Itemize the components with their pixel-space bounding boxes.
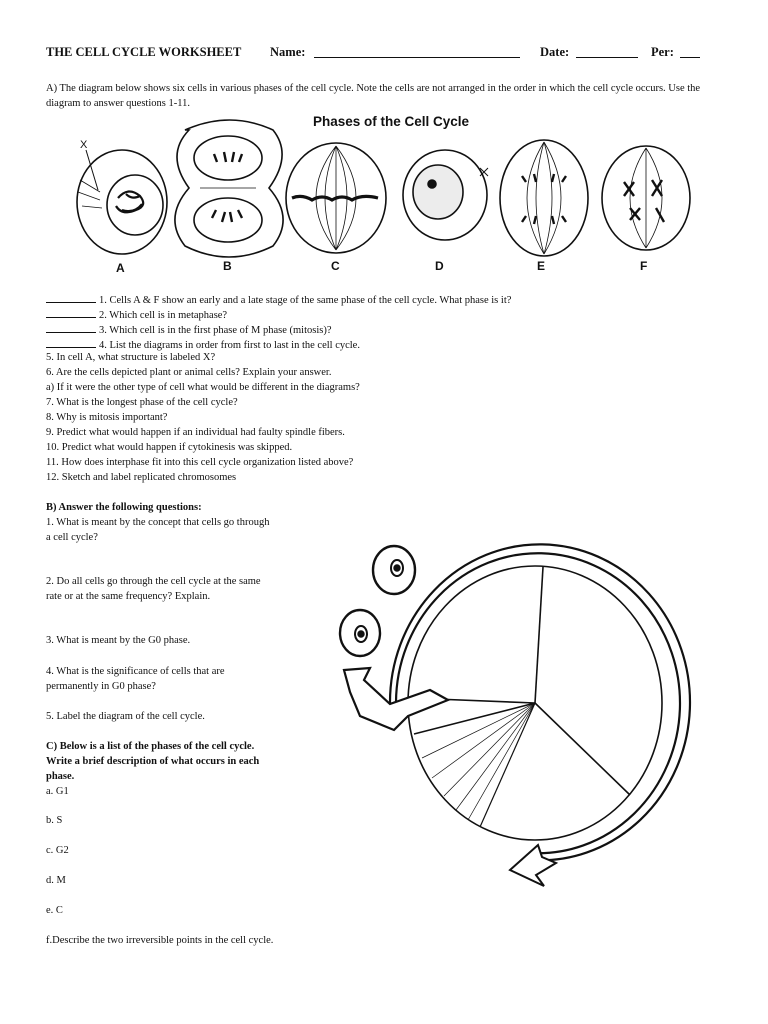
- question-5: 5. In cell A, what structure is labeled X?: [46, 352, 216, 363]
- cell-label-c: C: [331, 259, 340, 273]
- date-label: Date:: [540, 45, 570, 59]
- worksheet-title: THE CELL CYCLE WORKSHEET: [46, 45, 242, 59]
- c-item-g1: a. G1: [46, 786, 69, 797]
- cell-cycle-wheel: [330, 530, 710, 910]
- answer-blank-2[interactable]: [46, 307, 96, 318]
- intro-paragraph: A) The diagram below shows six cells in various phases of the cell cycle. Note the cells are not arranged in the order in which the cell cycle occurs. Use the diagram to answer questions 1-11.: [46, 83, 701, 109]
- cytokinesis-wedge-lines: [422, 703, 535, 820]
- diagram-title: Phases of the Cell Cycle: [313, 114, 470, 129]
- b-question-1-line1: 1. What is meant by the concept that cells go through: [46, 517, 270, 528]
- cell-c: [286, 143, 386, 253]
- cycle-arrow-head: [510, 845, 556, 886]
- worksheet-header: [46, 45, 736, 63]
- b-question-2-line2: rate or at the same frequency? Explain.: [46, 591, 211, 602]
- cell-a: [77, 139, 167, 254]
- question-10: 10. Predict what would happen if cytokinesis was skipped.: [46, 442, 293, 453]
- label-x: X: [80, 139, 88, 151]
- date-field[interactable]: [576, 57, 638, 58]
- name-label: Name:: [270, 45, 306, 59]
- question-6a: a) If it were the other type of cell what would be different in the diagrams?: [46, 382, 360, 393]
- cell-d: [403, 150, 488, 240]
- question-1: 1. Cells A & F show an early and a late stage of the same phase of the cell cycle. What phase is it?: [46, 292, 511, 306]
- question-9: 9. Predict what would happen if an individual had faulty spindle fibers.: [46, 427, 345, 438]
- c-item-g2: c. G2: [46, 845, 69, 856]
- cell-label-f: F: [640, 259, 648, 273]
- g0-cell-lower: [340, 610, 380, 656]
- cell-e: [500, 140, 588, 256]
- cell-label-d: D: [435, 259, 444, 273]
- b-question-3: 3. What is meant by the G0 phase.: [46, 635, 191, 646]
- c-item-irreversible-points: f.Describe the two irreversible points in the cell cycle.: [46, 935, 274, 946]
- b-question-5: 5. Label the diagram of the cell cycle.: [46, 711, 205, 722]
- name-field[interactable]: [314, 57, 520, 58]
- b-question-2-line1: 2. Do all cells go through the cell cycle at the same: [46, 576, 261, 587]
- per-label: Per:: [651, 45, 674, 59]
- section-c-heading-line3: phase.: [46, 771, 75, 782]
- question-3: 3. Which cell is in the first phase of M phase (mitosis)?: [46, 322, 332, 336]
- c-item-s: b. S: [46, 815, 63, 826]
- answer-blank-4[interactable]: [46, 337, 96, 348]
- b-question-4-line2: permanently in G0 phase?: [46, 681, 156, 692]
- cell-f: [602, 146, 690, 250]
- question-6: 6. Are the cells depicted plant or animal cells? Explain your answer.: [46, 367, 332, 378]
- per-field[interactable]: [680, 57, 700, 58]
- cell-label-b: B: [223, 259, 232, 273]
- question-8: 8. Why is mitosis important?: [46, 412, 168, 423]
- question-12: 12. Sketch and label replicated chromosomes: [46, 472, 237, 483]
- question-7: 7. What is the longest phase of the cell cycle?: [46, 397, 238, 408]
- cell-label-a: A: [116, 261, 125, 275]
- question-11: 11. How does interphase fit into this cell cycle organization listed above?: [46, 457, 354, 468]
- answer-blank-1[interactable]: [46, 292, 96, 303]
- b-question-1-line2: a cell cycle?: [46, 532, 98, 543]
- answer-blank-3[interactable]: [46, 322, 96, 333]
- question-2: 2. Which cell is in metaphase?: [46, 307, 227, 321]
- g0-cell-upper: [373, 546, 415, 594]
- section-b-heading: B) Answer the following questions:: [46, 502, 202, 513]
- section-c-heading-line1: C) Below is a list of the phases of the cell cycle.: [46, 741, 255, 752]
- cell-b: [175, 120, 283, 257]
- cell-label-e: E: [537, 259, 546, 273]
- cell-phases-diagram: [60, 110, 720, 280]
- question-4: 4. List the diagrams in order from first to last in the cell cycle.: [46, 337, 360, 351]
- c-item-m: d. M: [46, 875, 66, 886]
- section-c-heading-line2: Write a brief description of what occurs in each: [46, 756, 260, 767]
- b-question-4-line1: 4. What is the significance of cells that are: [46, 666, 225, 677]
- c-item-c: e. C: [46, 905, 63, 916]
